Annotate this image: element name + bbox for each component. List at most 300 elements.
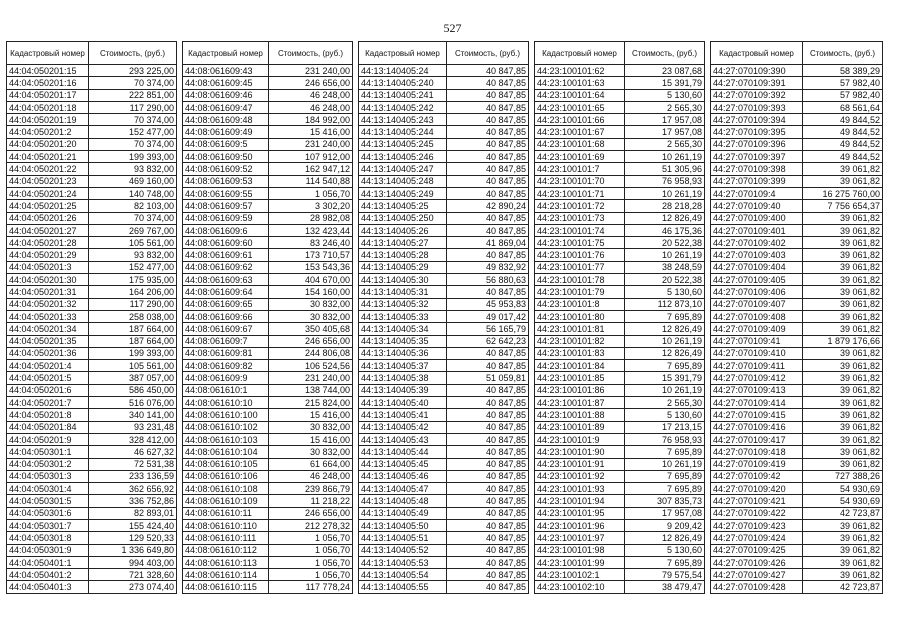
table-row [359,458,529,470]
cadastral-number-cell: 44:27:070109:425 [711,544,803,556]
cost-cell: 40 847,85 [447,544,529,556]
cost-cell: 93 832,00 [89,163,177,175]
cost-cell: 39 061,82 [803,298,883,310]
cost-cell: 9 209,42 [625,519,705,531]
table-row [359,519,529,531]
table-row [7,507,177,519]
cost-cell: 68 561,64 [803,101,883,113]
header-cadastral-number: Кадастровый номер [183,42,269,65]
header-cost: Стоимость, (руб.) [89,42,177,65]
cadastral-number-cell: 44:04:050201:25 [7,200,89,212]
table-row [7,175,177,187]
cost-cell: 138 744,00 [269,384,353,396]
cadastral-number-cell: 44:04:050201:4 [7,360,89,372]
cadastral-number-cell: 44:08:061610:102 [183,421,269,433]
table-row [7,409,177,421]
cost-cell: 246 656,00 [269,77,353,89]
cadastral-number-cell: 44:13:140405:33 [359,310,447,322]
cadastral-number-cell: 44:23:100101:76 [535,249,625,261]
table-row [711,397,883,409]
cadastral-number-cell: 44:08:061610:114 [183,569,269,581]
table-row [711,187,883,199]
cadastral-number-cell: 44:08:061609:46 [183,89,269,101]
table-row [535,532,705,544]
table-row [535,224,705,236]
cost-cell: 51 059,81 [447,372,529,384]
cadastral-number-cell: 44:13:140405:42 [359,421,447,433]
table-row [183,372,353,384]
table-row [183,470,353,482]
table-row [535,237,705,249]
table-row [711,310,883,322]
cost-cell: 222 851,00 [89,89,177,101]
table-row [183,519,353,531]
table-row [183,347,353,359]
cadastral-number-cell: 44:27:070109:416 [711,421,803,433]
cost-cell: 39 061,82 [803,323,883,335]
cadastral-number-cell: 44:27:070109:421 [711,495,803,507]
cost-cell: 16 275 760,00 [803,187,883,199]
cost-cell: 258 038,00 [89,310,177,322]
table-row [711,89,883,101]
cadastral-number-cell: 44:04:050201:22 [7,163,89,175]
table-row [535,163,705,175]
table-row [711,446,883,458]
cost-cell: 70 374,00 [89,77,177,89]
cost-cell: 106 524,56 [269,360,353,372]
cadastral-number-cell: 44:13:140405:244 [359,126,447,138]
table-row [359,347,529,359]
cost-cell: 40 847,85 [447,507,529,519]
cost-cell: 46 175,36 [625,224,705,236]
cost-cell: 62 642,23 [447,335,529,347]
cost-cell: 212 278,32 [269,519,353,531]
table-row [359,212,529,224]
table-row [183,274,353,286]
header-cost: Стоимость, (руб.) [803,42,883,65]
table-row [7,569,177,581]
cost-cell: 239 866,79 [269,483,353,495]
table-row [359,384,529,396]
table-row [711,335,883,347]
table-row [711,224,883,236]
cadastral-number-cell: 44:08:061609:5 [183,138,269,150]
cadastral-number-cell: 44:08:061610:108 [183,483,269,495]
cost-cell: 12 826,49 [625,532,705,544]
cost-cell: 112 873,10 [625,298,705,310]
cadastral-number-cell: 44:23:100101:69 [535,151,625,163]
table-row [183,532,353,544]
header-cadastral-number: Кадастровый номер [359,42,447,65]
cadastral-number-cell: 44:13:140405:37 [359,360,447,372]
cost-cell: 40 847,85 [447,446,529,458]
cadastral-number-cell: 44:13:140405:54 [359,569,447,581]
table-row [183,458,353,470]
cadastral-number-cell: 44:13:140405:45 [359,458,447,470]
cadastral-number-cell: 44:13:140405:29 [359,261,447,273]
table-row [711,360,883,372]
cadastral-number-cell: 44:04:050401:3 [7,581,89,593]
cost-cell: 1 336 649,80 [89,544,177,556]
cadastral-number-cell: 44:27:070109:403 [711,249,803,261]
cost-cell: 40 847,85 [447,532,529,544]
cadastral-number-cell: 44:08:061609:45 [183,77,269,89]
cadastral-number-cell: 44:04:050201:15 [7,65,89,77]
cost-cell: 244 806,08 [269,347,353,359]
cadastral-number-cell: 44:13:140405:39 [359,384,447,396]
cadastral-number-cell: 44:13:140405:240 [359,77,447,89]
cost-cell: 231 240,00 [269,372,353,384]
cadastral-number-cell: 44:23:100101:84 [535,360,625,372]
cost-cell: 152 477,00 [89,126,177,138]
cost-cell: 39 061,82 [803,384,883,396]
table-row [711,65,883,77]
cadastral-number-cell: 44:13:140405:24 [359,65,447,77]
table-row [711,347,883,359]
table-row [711,323,883,335]
cost-cell: 117 290,00 [89,101,177,113]
cadastral-number-cell: 44:04:050301:5 [7,495,89,507]
cadastral-number-cell: 44:08:061609:53 [183,175,269,187]
cadastral-number-cell: 44:08:061609:61 [183,249,269,261]
cost-cell: 39 061,82 [803,286,883,298]
cadastral-number-cell: 44:08:061609:47 [183,101,269,113]
cadastral-number-cell: 44:13:140405:27 [359,237,447,249]
table-row [711,544,883,556]
cost-cell: 336 752,86 [89,495,177,507]
table-row [711,581,883,593]
cadastral-number-cell: 44:23:100101:63 [535,77,625,89]
cadastral-number-cell: 44:04:050301:6 [7,507,89,519]
cadastral-number-cell: 44:13:140405:35 [359,335,447,347]
cost-cell: 38 479,47 [625,581,705,593]
cadastral-number-cell: 44:08:061610:11 [183,507,269,519]
cadastral-number-cell: 44:23:100101:96 [535,519,625,531]
cost-cell: 233 136,59 [89,470,177,482]
cadastral-number-cell: 44:04:050301:8 [7,532,89,544]
cadastral-number-cell: 44:27:070109:418 [711,446,803,458]
table-row [535,544,705,556]
cadastral-number-cell: 44:13:140405:51 [359,532,447,544]
table-row [183,569,353,581]
table-row [359,569,529,581]
cost-cell: 46 627,32 [89,446,177,458]
cadastral-number-cell: 44:23:100101:62 [535,65,625,77]
cadastral-number-cell: 44:27:070109:399 [711,175,803,187]
cost-cell: 11 218,22 [269,495,353,507]
cost-cell: 40 847,85 [447,495,529,507]
cadastral-number-cell: 44:13:140405:245 [359,138,447,150]
cadastral-number-cell: 44:04:050201:32 [7,298,89,310]
table-row [183,138,353,150]
table-row [711,274,883,286]
table-row [535,372,705,384]
cadastral-number-cell: 44:08:061609:59 [183,212,269,224]
cost-cell: 7 756 654,37 [803,200,883,212]
cadastral-number-cell: 44:04:050201:16 [7,77,89,89]
cadastral-number-cell: 44:23:100101:75 [535,237,625,249]
cost-cell: 40 847,85 [447,65,529,77]
table-row [711,261,883,273]
cost-cell: 231 240,00 [269,138,353,150]
cost-cell: 114 540,88 [269,175,353,187]
table-row [535,433,705,445]
table-row [711,532,883,544]
table-row [535,323,705,335]
cadastral-number-cell: 44:27:070109:405 [711,274,803,286]
table-row [535,347,705,359]
cost-cell: 15 391,79 [625,372,705,384]
table-row [711,286,883,298]
cost-cell: 72 531,38 [89,458,177,470]
cost-cell: 40 847,85 [447,519,529,531]
table-row [359,433,529,445]
table-row [359,532,529,544]
table-row [7,544,177,556]
cadastral-number-cell: 44:13:140405:48 [359,495,447,507]
cadastral-number-cell: 44:23:100101:83 [535,347,625,359]
table-row [535,519,705,531]
cadastral-number-cell: 44:13:140405:53 [359,556,447,568]
cadastral-number-cell: 44:27:070109:407 [711,298,803,310]
table-row [183,323,353,335]
page-number: 527 [443,21,462,35]
cost-cell: 5 130,60 [625,544,705,556]
table-row [359,114,529,126]
table-row [7,384,177,396]
cadastral-number-cell: 44:27:070109:400 [711,212,803,224]
table-row [359,372,529,384]
cadastral-number-cell: 44:04:050201:34 [7,323,89,335]
table-row [183,65,353,77]
table-row [183,298,353,310]
cadastral-number-cell: 44:27:070109:408 [711,310,803,322]
table-row [711,495,883,507]
table-row [711,298,883,310]
cost-cell: 49 844,52 [803,151,883,163]
cost-cell: 39 061,82 [803,372,883,384]
cadastral-number-cell: 44:27:070109:390 [711,65,803,77]
table-row [359,310,529,322]
cost-cell: 61 664,00 [269,458,353,470]
cost-cell: 1 056,70 [269,532,353,544]
cost-cell: 20 522,38 [625,237,705,249]
cost-cell: 153 543,36 [269,261,353,273]
cost-cell: 40 847,85 [447,138,529,150]
cost-cell: 57 982,40 [803,89,883,101]
cadastral-table-1 [6,41,177,594]
cost-cell: 199 393,00 [89,151,177,163]
table-row [7,556,177,568]
table-row [7,200,177,212]
cost-cell: 516 076,00 [89,397,177,409]
cost-cell: 269 767,00 [89,224,177,236]
cost-cell: 721 328,60 [89,569,177,581]
cost-cell: 40 847,85 [447,360,529,372]
table-row [535,151,705,163]
cost-cell: 40 847,85 [447,569,529,581]
cadastral-number-cell: 44:04:050301:4 [7,483,89,495]
cadastral-table-5 [710,41,883,594]
cost-cell: 42 723,87 [803,581,883,593]
cost-cell: 187 664,00 [89,323,177,335]
table-row [183,397,353,409]
cost-cell: 7 695,89 [625,556,705,568]
cadastral-number-cell: 44:04:050201:21 [7,151,89,163]
cost-cell: 20 522,38 [625,274,705,286]
cost-cell: 40 847,85 [447,126,529,138]
cost-cell: 1 056,70 [269,569,353,581]
table-row [183,126,353,138]
cost-cell: 117 290,00 [89,298,177,310]
table-row [535,212,705,224]
cadastral-number-cell: 44:23:100101:78 [535,274,625,286]
cadastral-number-cell: 44:27:070109:428 [711,581,803,593]
table-row [711,212,883,224]
cadastral-number-cell: 44:27:070109:424 [711,532,803,544]
cadastral-number-cell: 44:13:140405:41 [359,409,447,421]
table-row [535,507,705,519]
cadastral-number-cell: 44:04:050201:2 [7,126,89,138]
header-cost: Стоимость, (руб.) [447,42,529,65]
table-row [711,77,883,89]
cost-cell: 76 958,93 [625,175,705,187]
table-row [535,421,705,433]
cadastral-number-cell: 44:08:061609:60 [183,237,269,249]
cadastral-number-cell: 44:08:061610:111 [183,532,269,544]
cadastral-number-cell: 44:23:100101:67 [535,126,625,138]
cadastral-number-cell: 44:23:100101:68 [535,138,625,150]
table-row [535,138,705,150]
cost-cell: 39 061,82 [803,409,883,421]
table-row [359,335,529,347]
cost-cell: 40 847,85 [447,286,529,298]
cadastral-number-cell: 44:04:050201:9 [7,433,89,445]
cadastral-number-cell: 44:13:140405:30 [359,274,447,286]
table-row [359,446,529,458]
table-row [7,446,177,458]
cadastral-number-cell: 44:08:061609:43 [183,65,269,77]
cost-cell: 39 061,82 [803,519,883,531]
cost-cell: 76 958,93 [625,433,705,445]
table-row [7,397,177,409]
cost-cell: 586 450,00 [89,384,177,396]
cost-cell: 105 561,00 [89,237,177,249]
table-row [535,101,705,113]
cadastral-number-cell: 44:27:070109:41 [711,335,803,347]
cost-cell: 15 416,00 [269,433,353,445]
cost-cell: 30 832,00 [269,446,353,458]
cost-cell: 39 061,82 [803,544,883,556]
table-row [535,495,705,507]
cost-cell: 2 565,30 [625,397,705,409]
cost-cell: 17 957,08 [625,114,705,126]
table-row [359,483,529,495]
cadastral-number-cell: 44:23:100101:89 [535,421,625,433]
cost-cell: 10 261,19 [625,384,705,396]
table-row [183,409,353,421]
cadastral-number-cell: 44:23:100101:88 [535,409,625,421]
cadastral-number-cell: 44:04:050201:33 [7,310,89,322]
cadastral-number-cell: 44:08:061610:113 [183,556,269,568]
cost-cell: 10 261,19 [625,187,705,199]
table-row [711,483,883,495]
cadastral-number-cell: 44:04:050201:8 [7,409,89,421]
cadastral-number-cell: 44:27:070109:42 [711,470,803,482]
cadastral-number-cell: 44:27:070109:391 [711,77,803,89]
cadastral-number-cell: 44:27:070109:398 [711,163,803,175]
table-row [711,556,883,568]
cost-cell: 293 225,00 [89,65,177,77]
cadastral-table-2 [182,41,353,594]
table-row [711,249,883,261]
cadastral-number-cell: 44:27:070109:394 [711,114,803,126]
table-row [7,483,177,495]
cadastral-number-cell: 44:27:070109:393 [711,101,803,113]
cost-cell: 83 246,40 [269,237,353,249]
cadastral-number-cell: 44:04:050201:18 [7,101,89,113]
cadastral-number-cell: 44:13:140405:43 [359,433,447,445]
cost-cell: 40 847,85 [447,483,529,495]
cost-cell: 40 847,85 [447,224,529,236]
cadastral-number-cell: 44:13:140405:46 [359,470,447,482]
cost-cell: 79 575,54 [625,569,705,581]
cost-cell: 93 231,48 [89,421,177,433]
table-row [7,310,177,322]
cadastral-number-cell: 44:23:100101:94 [535,495,625,507]
table-row [7,286,177,298]
cadastral-number-cell: 44:13:140405:26 [359,224,447,236]
cost-cell: 17 213,15 [625,421,705,433]
table-row [535,310,705,322]
table-row [7,581,177,593]
cost-cell: 40 847,85 [447,212,529,224]
cadastral-number-cell: 44:27:070109:414 [711,397,803,409]
cost-cell: 162 947,12 [269,163,353,175]
cadastral-number-cell: 44:23:100101:77 [535,261,625,273]
table-row [7,433,177,445]
cost-cell: 39 061,82 [803,397,883,409]
cadastral-number-cell: 44:08:061609:65 [183,298,269,310]
cadastral-number-cell: 44:08:061610:115 [183,581,269,593]
cost-cell: 51 305,96 [625,163,705,175]
table-row [535,126,705,138]
cost-cell: 39 061,82 [803,274,883,286]
table-row [183,433,353,445]
table-row [535,581,705,593]
table-row [7,274,177,286]
table-row [535,483,705,495]
table-row [359,187,529,199]
cost-cell: 246 656,00 [269,507,353,519]
cost-cell: 30 832,00 [269,298,353,310]
table-row [183,286,353,298]
table-row [711,519,883,531]
table-row [7,65,177,77]
cadastral-number-cell: 44:13:140405:247 [359,163,447,175]
cost-cell: 39 061,82 [803,347,883,359]
cadastral-number-cell: 44:13:140405:248 [359,175,447,187]
cadastral-number-cell: 44:08:061610:1 [183,384,269,396]
table-row [711,433,883,445]
cost-cell: 40 847,85 [447,581,529,593]
header-cadastral-number: Кадастровый номер [535,42,625,65]
cost-cell: 39 061,82 [803,175,883,187]
cost-cell: 3 302,20 [269,200,353,212]
cost-cell: 58 389,29 [803,65,883,77]
cost-cell: 40 847,85 [447,458,529,470]
cadastral-number-cell: 44:04:050201:26 [7,212,89,224]
